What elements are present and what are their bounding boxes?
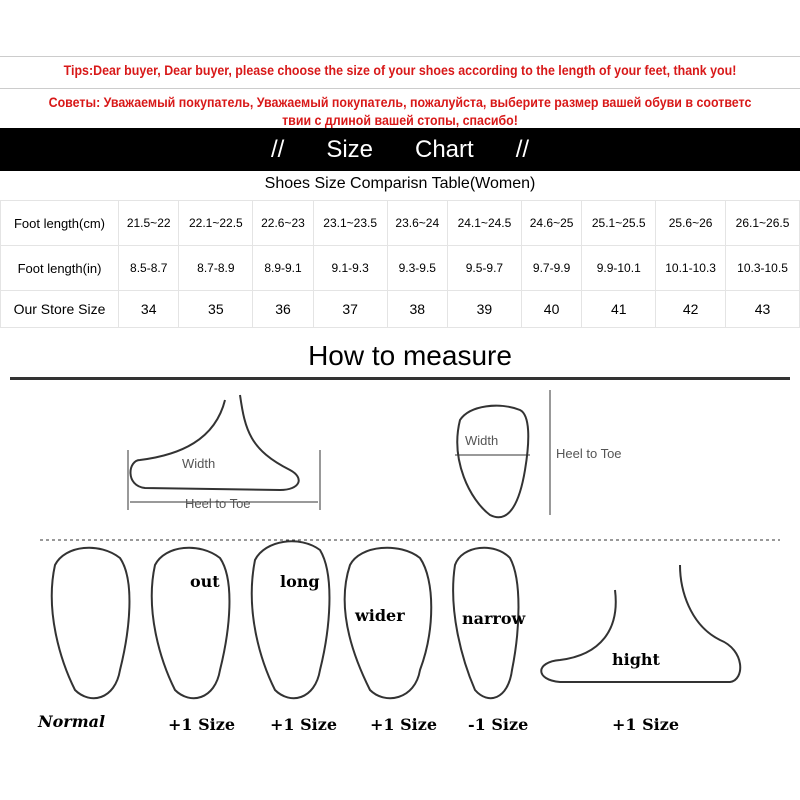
- side-heel-label: Heel to Toe: [185, 496, 251, 511]
- tips-russian-1: Советы: Уважаемый покупатель, Уважаемый покупатель, пожалуйста, выберите размер вашей обуви в соответс: [48, 95, 752, 110]
- size-table: [0, 200, 800, 328]
- foot-tag-label: wider: [355, 606, 405, 625]
- row-header: Foot length(in): [1, 246, 119, 291]
- table-cell: 9.1-9.3: [313, 246, 387, 291]
- table-cell: 22.6~23: [253, 201, 313, 246]
- table-cell: 10.3-10.5: [726, 246, 800, 291]
- table-row: [1, 246, 800, 291]
- foot-out-icon: [152, 548, 230, 698]
- side-foot-icon: [130, 395, 298, 490]
- table-cell: 35: [179, 291, 253, 328]
- table-cell: 23.1~23.5: [313, 201, 387, 246]
- table-cell: 24.6~25: [521, 201, 581, 246]
- table-cell: 8.9-9.1: [253, 246, 313, 291]
- divider: [0, 88, 800, 89]
- table-cell: 8.5-8.7: [119, 246, 179, 291]
- table-cell: 37: [313, 291, 387, 328]
- table-cell: 26.1~26.5: [726, 201, 800, 246]
- top-width-label: Width: [465, 433, 499, 448]
- foot-size-label: +1 Size: [168, 715, 236, 734]
- foot-tag-label: out: [190, 572, 220, 591]
- side-width-label: Width: [182, 456, 216, 471]
- table-cell: 36: [253, 291, 313, 328]
- foot-size-label: Normal: [38, 712, 106, 731]
- measure-illustrations: [0, 380, 800, 800]
- table-cell: 21.5~22: [119, 201, 179, 246]
- measure-title: How to measure: [308, 340, 512, 371]
- foot-normal-icon: [52, 548, 130, 698]
- table-cell: 25.6~26: [656, 201, 726, 246]
- table-cell: 40: [521, 291, 581, 328]
- foot-size-label: +1 Size: [612, 715, 680, 734]
- table-cell: 23.6~24: [387, 201, 447, 246]
- table-title: Shoes Size Comparisn Table(Women): [264, 175, 536, 192]
- table-cell: 9.5-9.7: [447, 246, 521, 291]
- table-cell: 25.1~25.5: [582, 201, 656, 246]
- tips-russian-2: твии с длиной вашей стопы, спасибо!: [282, 113, 518, 128]
- banner-word: Chart: [415, 135, 474, 163]
- top-foot-icon: [457, 406, 528, 518]
- table-cell: 42: [656, 291, 726, 328]
- table-cell: 9.3-9.5: [387, 246, 447, 291]
- foot-size-label: +1 Size: [370, 715, 438, 734]
- table-cell: 38: [387, 291, 447, 328]
- table-cell: 34: [119, 291, 179, 328]
- foot-tag-label: hight: [612, 650, 660, 669]
- table-cell: 9.7-9.9: [521, 246, 581, 291]
- foot-size-label: -1 Size: [468, 715, 529, 734]
- foot-long-icon: [252, 541, 330, 698]
- table-cell: 9.9-10.1: [582, 246, 656, 291]
- table-cell: 24.1~24.5: [447, 201, 521, 246]
- table-cell: 10.1-10.3: [656, 246, 726, 291]
- table-cell: 41: [582, 291, 656, 328]
- banner-slash: //: [515, 135, 530, 163]
- table-cell: 39: [447, 291, 521, 328]
- size-chart-banner: [0, 128, 800, 171]
- table-row: [1, 201, 800, 246]
- table-cell: 43: [726, 291, 800, 328]
- foot-tag-label: long: [280, 572, 320, 591]
- divider: [0, 56, 800, 57]
- row-header: Our Store Size: [1, 291, 119, 328]
- table-cell: 8.7-8.9: [179, 246, 253, 291]
- top-heel-label: Heel to Toe: [556, 446, 622, 461]
- foot-tag-label: narrow: [462, 609, 526, 628]
- tips-english: Tips:Dear buyer, Dear buyer, please choose the size of your shoes according to the length of your feet, thank you!: [63, 63, 737, 78]
- banner-word: Size: [326, 135, 373, 163]
- banner-slash: //: [270, 135, 285, 163]
- table-cell: 22.1~22.5: [179, 201, 253, 246]
- table-row: [1, 291, 800, 328]
- row-header: Foot length(cm): [1, 201, 119, 246]
- foot-size-label: +1 Size: [270, 715, 338, 734]
